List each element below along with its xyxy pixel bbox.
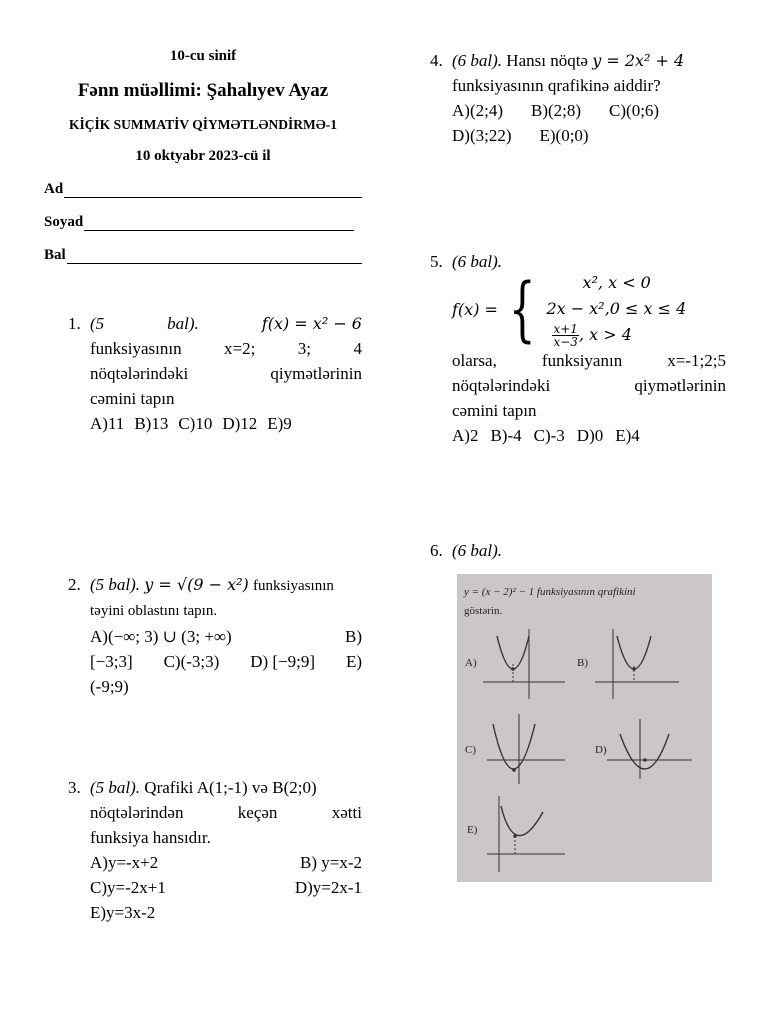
option-c[interactable]: C)y=-2x+1: [90, 878, 166, 897]
graph-b: [595, 629, 679, 699]
text: xətti: [331, 803, 362, 822]
surname-line[interactable]: [84, 216, 354, 231]
option-e[interactable]: E)y=3x-2: [90, 903, 156, 922]
grade-label: 10-cu sinif: [169, 48, 237, 64]
question-number: 6.: [430, 541, 443, 560]
formula: y = √(9 − x²): [144, 575, 249, 594]
option-b[interactable]: B) y=x-2: [300, 853, 362, 872]
points-label: (6 bal).: [452, 51, 503, 70]
option-e[interactable]: E)9: [267, 414, 292, 433]
option-a-label[interactable]: A): [465, 657, 477, 669]
brace: {: [508, 268, 536, 350]
text: funksiya hansıdır.: [90, 828, 211, 847]
option-a[interactable]: A)y=-x+2: [90, 853, 159, 872]
question-3: [68, 775, 362, 925]
question-2: [68, 572, 362, 699]
option-b[interactable]: [−3;3]: [90, 652, 133, 671]
question-6: [430, 538, 726, 563]
text: funksiyasının: [90, 339, 182, 358]
answer-options: [452, 123, 726, 148]
graphs-drawing: [457, 574, 712, 882]
option-d[interactable]: D) [−9;9]: [250, 652, 316, 671]
piecewise-function: [452, 270, 726, 348]
points-label: (5 bal).: [90, 778, 141, 797]
teacher-label: Fənn müəllimi: Şahalıyev Ayaz: [77, 80, 329, 101]
text: funksiyasının: [253, 578, 334, 594]
question-number: 1.: [68, 314, 81, 333]
option-b[interactable]: B)13: [134, 414, 169, 433]
question-number: 3.: [68, 778, 81, 797]
points-label: (6 bal).: [452, 252, 503, 271]
text: təyini oblastını tapın.: [90, 603, 218, 619]
text: funksiyanın: [541, 351, 623, 370]
answer-options: [452, 423, 726, 448]
text: qiymətlərinin: [634, 376, 726, 395]
option-b[interactable]: B)-4: [490, 426, 522, 445]
option-c-label[interactable]: C): [465, 744, 476, 756]
question-number: 5.: [430, 252, 443, 271]
option-b-label[interactable]: B): [345, 627, 362, 646]
score-field[interactable]: [44, 247, 362, 264]
text: nöqtələrindəki: [90, 364, 189, 383]
text: keçən: [237, 803, 278, 822]
answer-options: [452, 98, 726, 123]
surname-label: Soyad: [44, 214, 84, 230]
function-name: f(x) =: [452, 299, 498, 319]
option-d[interactable]: D)12: [222, 414, 258, 433]
name-line[interactable]: [64, 183, 362, 198]
option-e[interactable]: E)(0;0): [539, 126, 589, 145]
option-e-label[interactable]: E): [467, 824, 478, 836]
name-label: Ad: [44, 181, 64, 197]
text: nöqtələrindən: [90, 803, 184, 822]
question-4: [430, 48, 726, 148]
option-a[interactable]: A)2: [452, 426, 479, 445]
option-d[interactable]: D)y=2x-1: [294, 878, 362, 897]
numerator: x+1: [553, 322, 578, 336]
surname-field[interactable]: [44, 214, 354, 231]
question-number: 2.: [68, 575, 81, 594]
option-d[interactable]: D)0: [576, 426, 604, 445]
points-label: (5: [90, 314, 105, 333]
points-label: (5 bal).: [90, 575, 141, 594]
answer-options: [90, 411, 362, 436]
case-2: 2x − x²,0 ≤ x ≤ 4: [546, 299, 687, 318]
text: 4: [353, 339, 362, 358]
score-label: Bal: [44, 247, 66, 263]
option-a[interactable]: A)(−∞; 3) ∪ (3; +∞): [90, 627, 232, 646]
option-d-label[interactable]: D): [595, 744, 607, 756]
text: Qrafiki A(1;-1) və B(2;0): [144, 778, 317, 797]
option-c[interactable]: C)(0;6): [609, 101, 660, 120]
date-label: 10 oktyabr 2023-cü il: [135, 148, 271, 164]
graph-e: [487, 796, 565, 872]
question-5: [430, 249, 726, 448]
option-a[interactable]: A)11: [90, 414, 125, 433]
points-unit: bal).: [167, 314, 199, 333]
text: funksiyasının qrafikinə aiddir?: [452, 76, 661, 95]
option-d[interactable]: D)(3;22): [452, 126, 512, 145]
fraction: [552, 323, 578, 348]
option-c[interactable]: C)10: [178, 414, 213, 433]
option-b-label[interactable]: B): [577, 657, 588, 669]
condition: , x > 4: [578, 325, 632, 344]
formula: y = 2x² + 4: [592, 51, 685, 70]
text: Hansı nöqtə: [506, 51, 588, 70]
graphs-photo: [457, 574, 712, 882]
text: nöqtələrindəki: [452, 376, 551, 395]
question-1: [68, 311, 362, 436]
graph-a: [483, 629, 565, 699]
text: olarsa,: [452, 351, 497, 370]
cases: [546, 270, 686, 348]
question-number: 4.: [430, 51, 443, 70]
formula: f(x) = x² − 6: [261, 314, 362, 333]
option-c[interactable]: C)(-3;3): [163, 652, 220, 671]
text: x=-1;2;5: [667, 351, 726, 370]
text: 3;: [297, 339, 312, 358]
denominator: x−3: [553, 335, 578, 349]
case-1: x², x < 0: [582, 273, 651, 292]
graph-c: [487, 714, 565, 784]
option-b[interactable]: B)(2;8): [530, 101, 582, 120]
option-e[interactable]: (-9;9): [90, 677, 129, 696]
photo-title: y = (x − 2)² − 1 funksiyasının qrafikini: [464, 586, 636, 598]
name-field[interactable]: [44, 181, 362, 198]
text: cəmini tapın: [90, 389, 175, 408]
graph-d: [607, 719, 692, 779]
points-label: (6 bal).: [452, 541, 503, 560]
score-line[interactable]: [67, 249, 362, 264]
text: x=2;: [224, 339, 256, 358]
photo-title-2: göstərin.: [464, 605, 503, 617]
text: cəmini tapın: [452, 401, 537, 420]
case-3: [546, 322, 686, 348]
text: qiymətlərinin: [270, 364, 362, 383]
assessment-title: KİÇİK SUMMATİV QİYMƏTLƏNDİRMƏ-1: [69, 117, 337, 132]
option-a[interactable]: A)(2;4): [452, 101, 503, 120]
option-e[interactable]: E)4: [615, 426, 640, 445]
option-e-label[interactable]: E): [345, 652, 362, 671]
option-c[interactable]: C)-3: [533, 426, 565, 445]
